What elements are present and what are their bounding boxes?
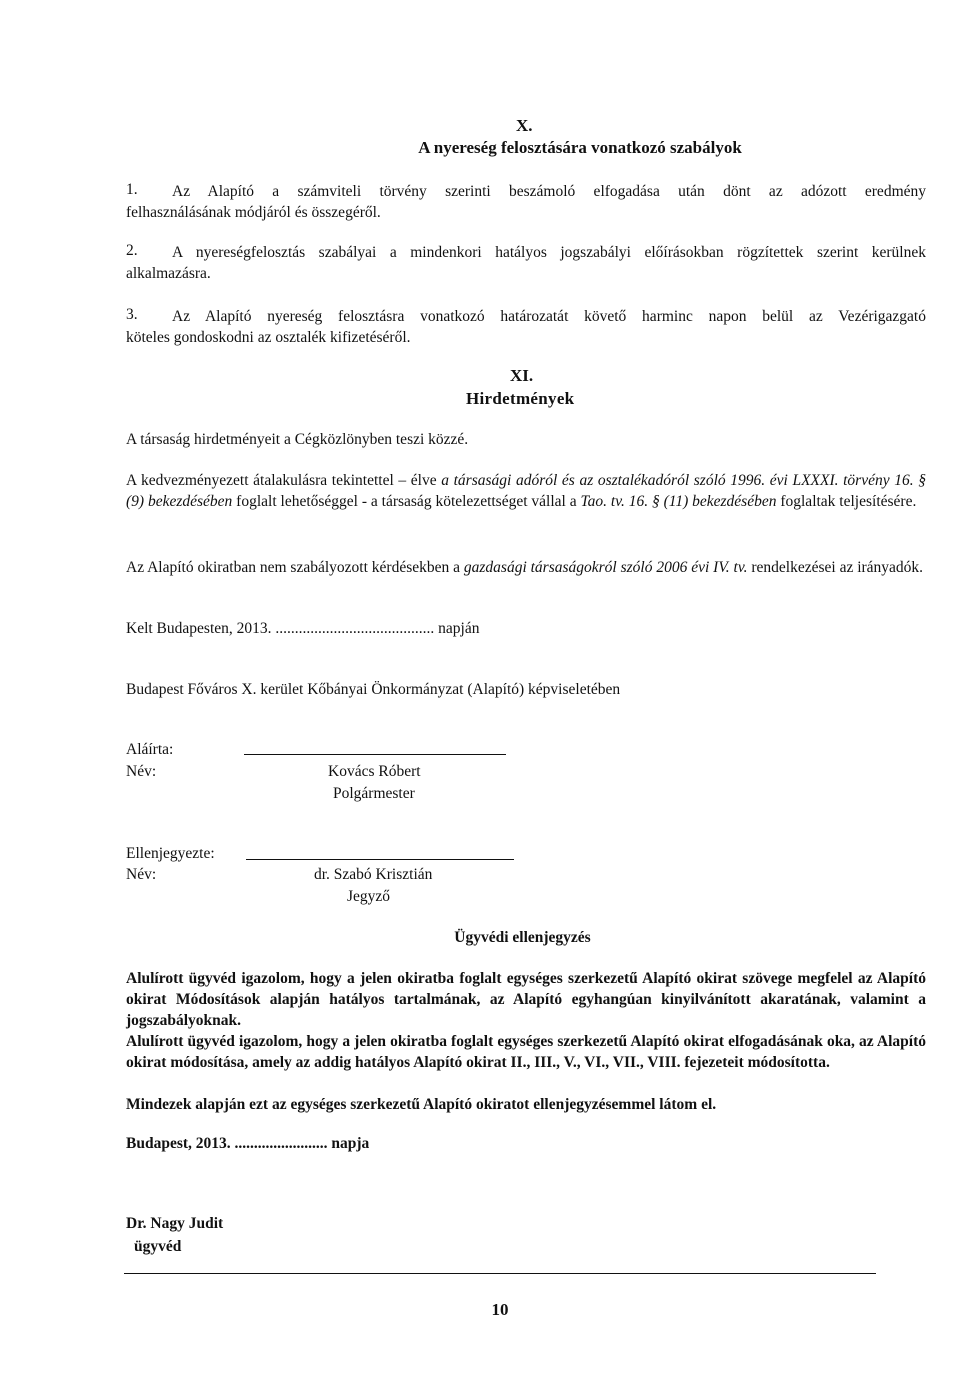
signature-line <box>246 859 514 860</box>
section-xi-title: Hirdetmények <box>466 389 575 408</box>
section-x-title: A nyereség felosztására vonatkozó szabályok <box>418 138 742 157</box>
name-label: Név: <box>126 763 157 780</box>
dated-line: Kelt Budapesten, 2013. ......................................... napján <box>126 620 480 637</box>
lawyer-date: Budapest, 2013. ........................ napja <box>126 1135 370 1152</box>
law-reference: a társasági adóról és az osztalékadóról szóló 1996. évi LXXXI. törvény 16. § (9) bekezdésében <box>126 472 926 510</box>
unregulated-paragraph <box>126 557 926 578</box>
law-reference: gazdasági társaságokról szóló 2006 évi IV. tv. <box>463 559 748 576</box>
countersigned-label: Ellenjegyezte: <box>126 845 215 862</box>
section-xi-number: XI. <box>510 366 534 385</box>
transformation-text: foglaltak teljesítésére. <box>776 493 917 510</box>
item-line: A nyereségfelosztás szabályai a mindenkori hatályos jogszabályi előírásokban rögzítettek szerint kerülnek <box>172 244 926 261</box>
signed-label: Aláírta: <box>126 741 174 758</box>
lawyer-name: Dr. Nagy Judit <box>126 1215 224 1232</box>
item-number: 1. <box>126 181 138 198</box>
announcement-text: A társaság hirdetményeit a Cégközlönyben teszi közzé. <box>126 431 469 448</box>
lawyer-paragraph-1: Alulírott ügyvéd igazolom, hogy a jelen okiratba foglalt egységes szerkezetű Alapító okirat szövege megfelel az Alapító okirat Módosítások alapján hatályos tartalmának, az Alapító egyhangúan kinyilvánított akaratának, valamint a jogszabályoknak. <box>126 970 926 1029</box>
transformation-paragraph <box>126 470 926 512</box>
signer-title: Polgármester <box>333 785 415 802</box>
item-line: Az Alapító a számviteli törvény szerinti beszámoló elfogadása után dönt az adózott eredmény <box>172 183 926 200</box>
representative-line: Budapest Főváros X. kerület Kőbányai Önkormányzat (Alapító) képviseletében <box>126 681 621 698</box>
transformation-text: A kedvezményezett átalakulásra tekintettel – élve <box>126 472 442 489</box>
law-reference: Tao. tv. 16. § (11) bekezdésében <box>580 493 777 510</box>
lawyer-paragraph-2: Alulírott ügyvéd igazolom, hogy a jelen okiratba foglalt egységes szerkezetű Alapító okirat elfogadásának oka, az Alapító okirat módosítása, amely az addig hatályos Alapító okirat II., III., V., VI., VII., VIII. fejezeteit módosította. <box>126 1033 926 1071</box>
section-x-number: X. <box>516 116 533 135</box>
lawyer-title: ügyvéd <box>134 1238 182 1255</box>
signature-line <box>244 754 506 755</box>
lawyer-paragraph-3: Mindezek alapján ezt az egységes szerkezetű Alapító okiratot ellenjegyzésemmel látom el. <box>126 1096 717 1113</box>
signer-name: Kovács Róbert <box>328 763 421 780</box>
item-number: 3. <box>126 306 138 323</box>
unregulated-text: Az Alapító okiratban nem szabályozott kérdésekben a <box>126 559 464 576</box>
item-line: köteles gondoskodni az osztalék kifizetéséről. <box>126 329 411 346</box>
signer-name: dr. Szabó Krisztián <box>314 866 433 883</box>
unregulated-text: rendelkezései az irányadók. <box>747 559 924 576</box>
lawyer-heading: Ügyvédi ellenjegyzés <box>454 929 591 946</box>
item-line: felhasználásának módjáról és összegéről. <box>126 204 381 221</box>
footer-divider <box>124 1273 876 1274</box>
page-number: 10 <box>491 1300 509 1319</box>
item-line: Az Alapító nyereség felosztásra vonatkozó határozatát követő harminc napon belül az Vezérigazgató <box>172 308 926 325</box>
name-label: Név: <box>126 866 157 883</box>
item-number: 2. <box>126 242 138 259</box>
transformation-text: foglalt lehetőséggel - a társaság kötelezettséget vállal a <box>232 493 581 510</box>
item-line: alkalmazásra. <box>126 265 211 282</box>
signer-title: Jegyző <box>347 888 391 905</box>
